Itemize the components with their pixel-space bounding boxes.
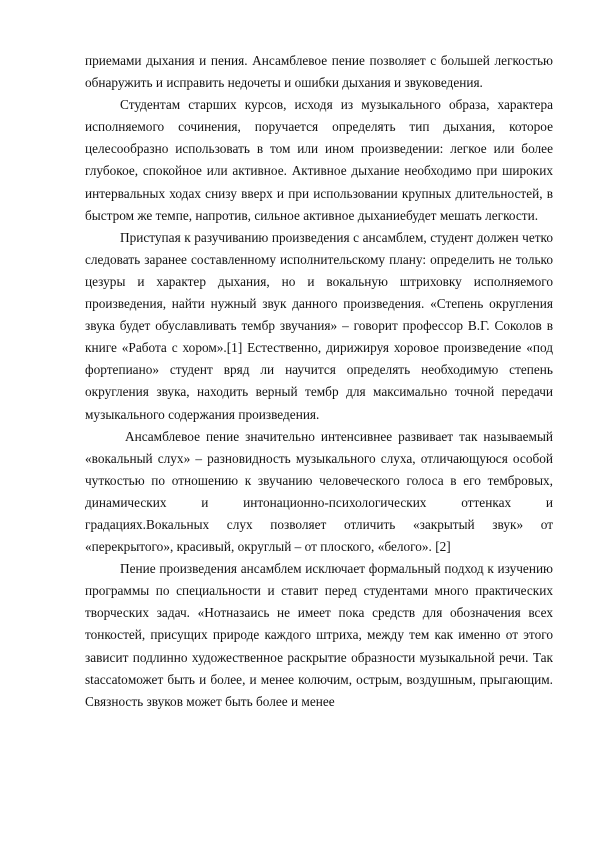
paragraph-1: приемами дыхания и пения. Ансамблевое пение позволяет с большей легкостью обнаружить и исправить недочеты и ошибки дыхания и звуковедения. [85, 53, 553, 91]
paragraph-4: Ансамблевое пение значительно интенсивнее развивает так называемый «вокальный слух» – разновидность музыкального слуха, отличающуюся особой чуткостью по отношению к звучанию человеческого голоса в его тембровых, динамических и интонационно-психологических оттенках и градациях.Вокальных слух позволяет отличить «закрытый звук» от «перекрытого», красивый, округлый – от плоского, «белого». [2] [85, 428, 553, 555]
paragraph-2: Студентам старших курсов, исходя из музыкального образа, характера исполняемого сочинения, поручается определять тип дыхания, которое целесообразно использовать в том или ином произведении: легкое или более глубокое, спокойное или активное. Активное дыхание необходимо при широких интервальных ходах снизу вверх и при использовании крупных длительностей, в быстром же темпе, напротив, сильное активное дыханиебудет мешать легкости. [85, 97, 553, 223]
paragraph-3: Приступая к разучиванию произведения с ансамблем, студент должен четко следовать заранее составленному исполнительскому плану: определить не только цезуры и характер дыхания, но и вокальную штриховку исполняемого произведения, найти нужный звук данного произведения. «Степень округления звука будет обуславливать тембр звучания» – говорит профессор В.Г. Соколов в книге «Работа с хором».[1] Естественно, дирижируя хоровое произведение «под фортепиано» студент вряд ли научится определять необходимую степень округления звука, находить верный тембр для максимально точной передачи музыкального содержания произведения. [85, 229, 553, 422]
document-page [85, 50, 553, 713]
paragraph-5: Пение произведения ансамблем исключает формальный подход к изучению программы по специальности и ставит перед студентами много практических творческих задач. «Нотназаись не имеет пока средств для обозначения всех тонкостей, присущих природе каждого штриха, между тем как именно от этого зависит подлинно художественное раскрытие образности музыкальной речи. Так staccatoможет быть и более, и менее колючим, острым, воздушным, прыгающим. Связность звуков может быть более и менее [85, 561, 553, 709]
